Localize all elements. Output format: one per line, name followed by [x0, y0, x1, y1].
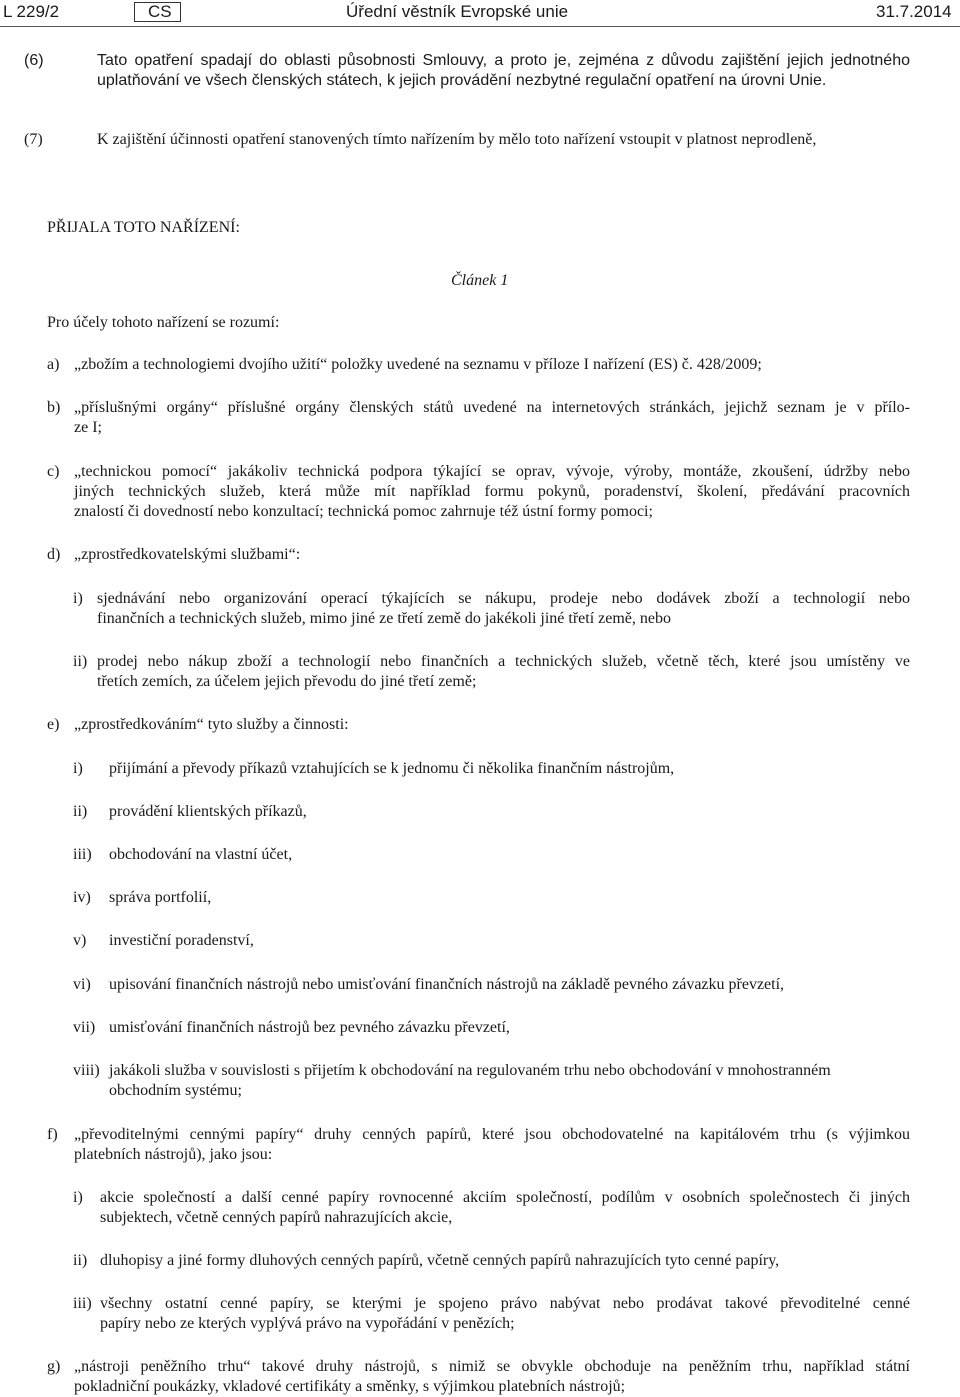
subitem-text-line: upisování finančních nástrojů nebo umisťování finančních nástrojů na základě pevného závazku převzetí, — [109, 976, 785, 993]
subitem-label: i) — [73, 1189, 83, 1206]
adoption-formula: PŘIJALA TOTO NAŘÍZENÍ: — [47, 219, 240, 236]
subitem-text-line: prodej nebo nákup zboží a technologií nebo finančních a technických služeb, včetně těch, které jsou umístěny ve — [97, 653, 910, 670]
subitem-text-line: provádění klientských příkazů, — [109, 803, 307, 820]
definition-label: c) — [47, 463, 60, 480]
recital-text-line: K zajištění účinnosti opatření stanovených tímto nařízením by mělo toto nařízení vstoupit v platnost neprodleně, — [97, 131, 817, 148]
definition-label: b) — [47, 399, 61, 416]
subitem-text-line: třetích zemích, za účelem jejich převodu do jiné třetí země; — [97, 673, 477, 690]
subitem-label: ii) — [73, 1252, 88, 1269]
definition-text-line: „zbožím a technologiemi dvojího užití“ položky uvedené na seznamu v příloze I nařízení (ES) č. 428/2009; — [74, 356, 762, 373]
language-code: CS — [148, 2, 172, 21]
article-heading: Článek 1 — [451, 272, 509, 289]
subitem-text-line: jakákoli služba v souvislosti s přijetím k obchodování na regulovaném trhu nebo obchodování v mnohostranném — [109, 1062, 831, 1079]
subitem-label: iv) — [73, 889, 91, 906]
subitem-label: vi) — [73, 976, 91, 993]
definition-label: d) — [47, 546, 61, 563]
subitem-label: ii) — [73, 653, 88, 670]
subitem-text-line: subjektech, včetně cenných papírů nahrazujících akcie, — [100, 1209, 453, 1226]
subitem-text-line: obchodování na vlastní účet, — [109, 846, 293, 863]
definition-text-line: platebních nástrojů), jako jsou: — [74, 1146, 273, 1163]
subitem-label: iii) — [73, 1295, 92, 1312]
definition-text-line: „zprostředkováním“ tyto služby a činnosti: — [74, 716, 349, 733]
definition-label: e) — [47, 716, 60, 733]
definition-text-line: jiných technických služeb, která může mít například formu pokynů, poradenství, školení, předávání pracovních — [74, 483, 910, 500]
subitem-text-line: dluhopisy a jiné formy dluhových cenných papírů, včetně cenných papírů nahrazujících tyto cenné papíry, — [100, 1252, 780, 1269]
definition-text-line: „nástroji peněžního trhu“ takové druhy nástrojů, s nimiž se obvykle obchoduje na peněžním trhu, například státní — [74, 1358, 910, 1375]
subitem-text-line: papíry nebo ze kterých vyplývá právo na vypořádání v penězích; — [100, 1315, 515, 1332]
definition-label: g) — [47, 1358, 61, 1375]
definition-text-line: „převoditelnými cennými papíry“ druhy cenných papírů, které jsou obchodovatelné na kapitálovém trhu (s výjimkou — [74, 1126, 910, 1143]
subitem-label: vii) — [73, 1019, 96, 1036]
definition-text-line: „technickou pomocí“ jakákoliv technická podpora týkající se oprav, vývoje, výroby, montáže, zkoušení, údržby nebo — [74, 463, 910, 480]
page-reference: L 229/2 — [3, 2, 60, 21]
subitem-text-line: finančních a technických služeb, mimo jiné ze třetí země do jakékoli jiné třetí země, nebo — [97, 610, 671, 627]
recital-text-line: Tato opatření spadají do oblasti působnosti Smlouvy, a proto je, zejména z důvodu zajištění jejich jednotného — [97, 52, 910, 69]
recital-number: (6) — [24, 52, 44, 69]
definition-label: a) — [47, 356, 60, 373]
subitem-label: viii) — [73, 1062, 100, 1079]
definition-text-line: pokladniční poukázky, vkladové certifikáty a směnky, s výjimkou platebních nástrojů; — [74, 1378, 626, 1395]
publication-date: 31.7.2014 — [876, 2, 952, 21]
subitem-text-line: investiční poradenství, — [109, 932, 254, 949]
definition-text-line: ze I; — [74, 419, 102, 436]
subitem-text-line: správa portfolií, — [109, 889, 212, 906]
subitem-label: i) — [73, 760, 83, 777]
definitions-intro: Pro účely tohoto nařízení se rozumí: — [47, 314, 280, 331]
subitem-text-line: umisťování finančních nástrojů bez pevného závazku převzetí, — [109, 1019, 510, 1036]
definition-label: f) — [47, 1126, 58, 1143]
subitem-text-line: přijímání a převody příkazů vztahujících se k jednomu či několika finančním nástrojům, — [109, 760, 675, 777]
journal-title: Úřední věstník Evropské unie — [346, 2, 569, 21]
subitem-text-line: sjednávání nebo organizování operací týkajících se nákupu, prodeje nebo dodávek zboží a technologií nebo — [97, 590, 910, 607]
definition-text-line: „příslušnými orgány“ příslušné orgány členských států uvedené na internetových stránkách, jejichž seznam je v přílo- — [74, 399, 910, 416]
recital-text-line: uplatňování ve všech členských státech, k jejich provádění nezbytné regulační opatření na úrovni Unie. — [97, 72, 827, 89]
subitem-label: iii) — [73, 846, 92, 863]
definition-text-line: znalostí či dovedností nebo konzultací; technická pomoc zahrnuje též ústní formy pomoci; — [74, 503, 653, 520]
header-rule — [0, 26, 960, 27]
recital-number: (7) — [24, 131, 43, 148]
subitem-label: v) — [73, 932, 87, 949]
subitem-label: ii) — [73, 803, 88, 820]
subitem-label: i) — [73, 590, 83, 607]
subitem-text-line: obchodním systému; — [109, 1082, 242, 1099]
subitem-text-line: všechny ostatní cenné papíry, se kterými je spojeno právo nabývat nebo prodávat takové převoditelné cenné — [100, 1295, 910, 1312]
subitem-text-line: akcie společností a další cenné papíry rovnocenné akciím společností, podílům v osobních společnostech či jiných — [100, 1189, 910, 1206]
definition-text-line: „zprostředkovatelskými službami“: — [74, 546, 301, 563]
